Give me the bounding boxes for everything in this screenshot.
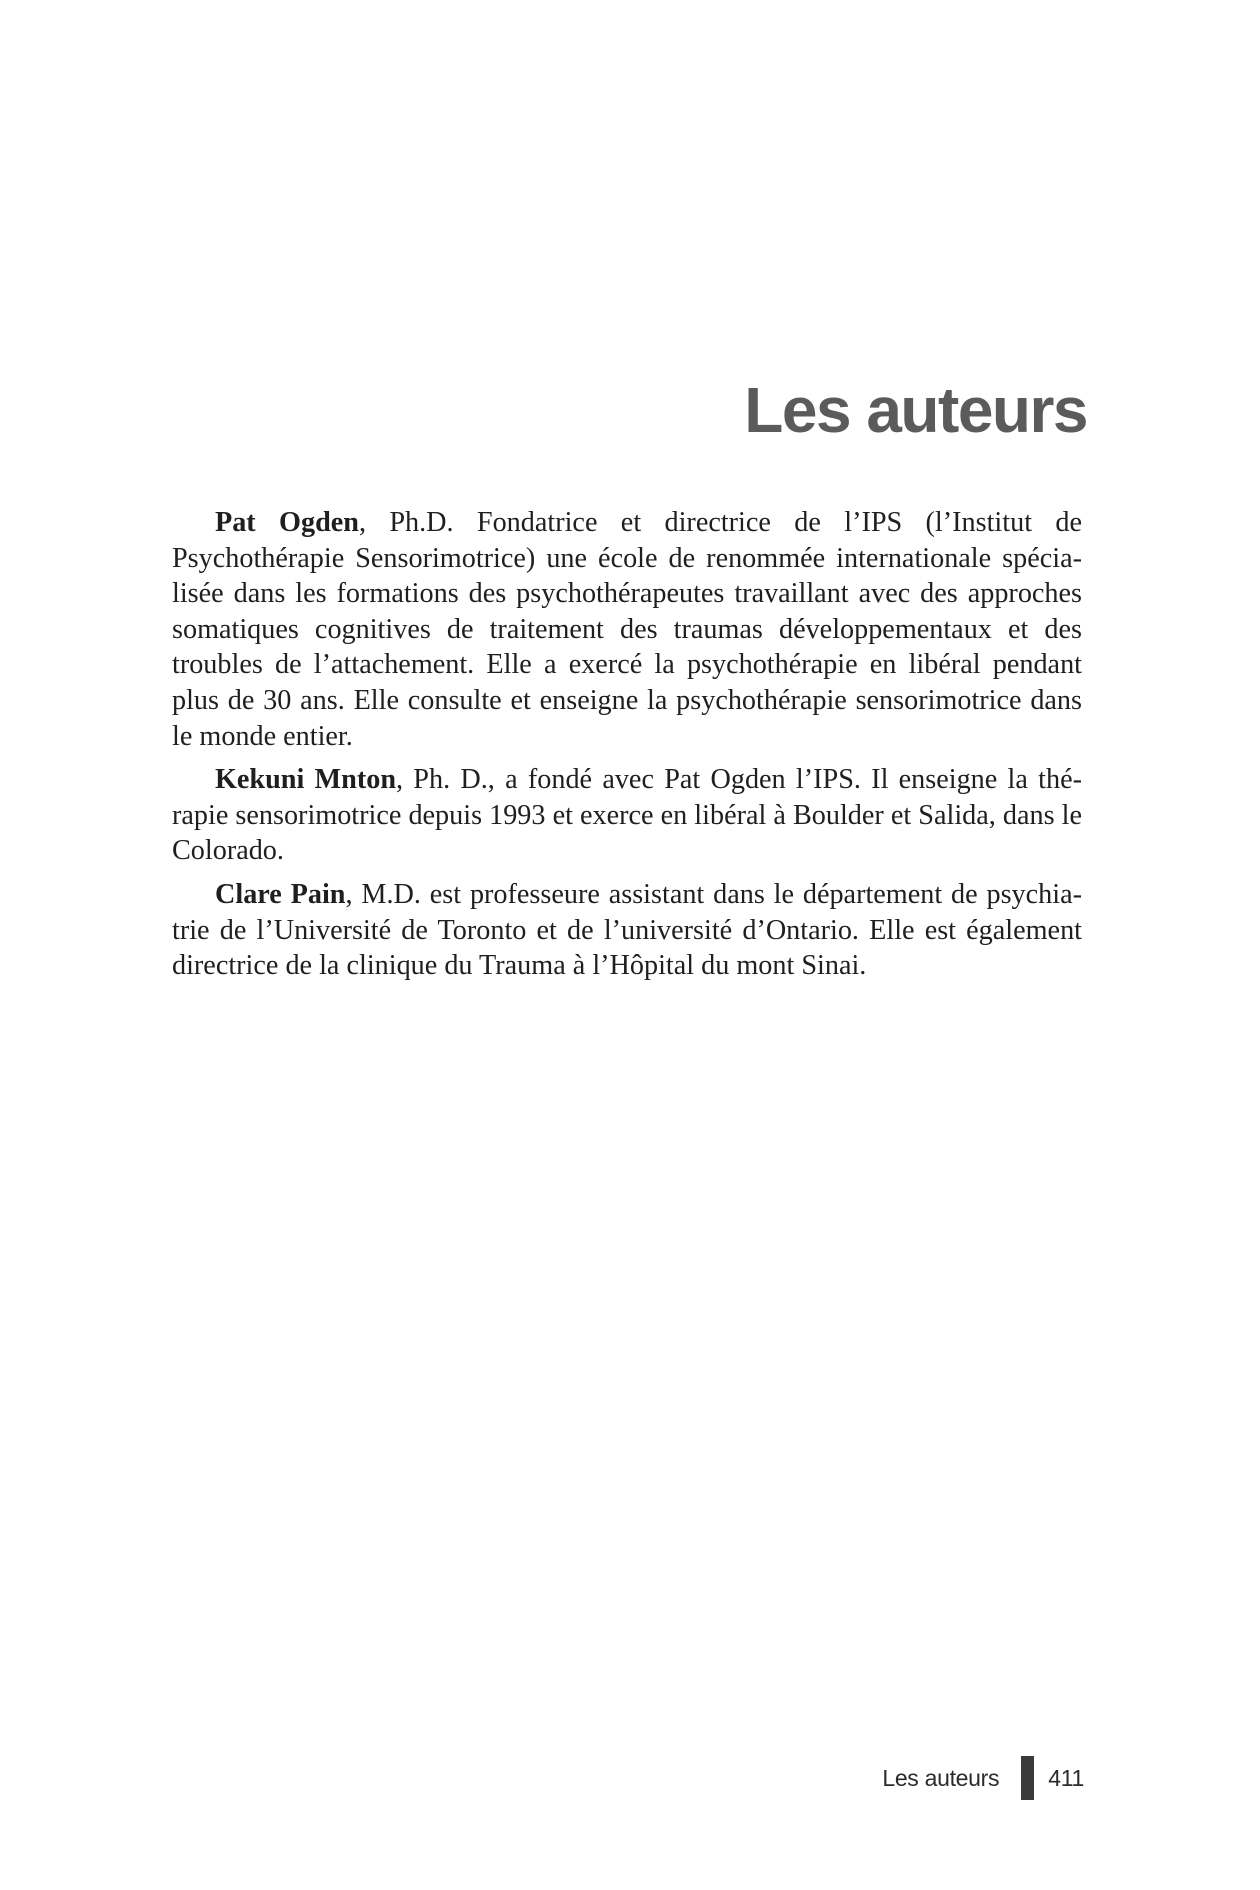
author-name: Clare Pain bbox=[215, 878, 346, 910]
author-bio-text: , Ph.D. Fondatrice et directrice de l’IPS (l’Institut de Psychothérapie Sensorimotrice) une école de renommée internationale spécialisée dans les formations des psychothérapeutes travaillant avec des approches somatiques cognitives de traitement des traumas développementaux et des troubles de l’attachement. Elle a exercé la psychothérapie en libéral pendant plus de 30 ans. Elle consulte et enseigne la psychothérapie sensorimotrice dans le monde entier. bbox=[172, 507, 1082, 752]
page-footer bbox=[882, 1756, 1084, 1800]
author-bio-text: , M.D. est professeure assistant dans le département de psychiatrie de l’Université de Toronto et de l’université d’Ontario. Elle est également directrice de la clinique du Trauma à l’Hôpital du mont Sinai. bbox=[172, 878, 1082, 982]
author-name: Kekuni Mnton bbox=[215, 764, 396, 796]
author-bio-minton bbox=[172, 762, 1082, 869]
author-bio-pain bbox=[172, 877, 1082, 984]
page-number: 411 bbox=[1048, 1764, 1084, 1791]
chapter-title: Les auteurs bbox=[744, 374, 1087, 446]
author-name: Pat Ogden bbox=[215, 507, 359, 538]
author-bio-text: , Ph. D., a fondé avec Pat Ogden l’IPS. Il enseigne la thérapie sensorimotrice depuis 1993 et exerce en libéral à Boulder et Salida, dans le Colorado. bbox=[172, 764, 1082, 867]
author-bio-ogden bbox=[172, 505, 1082, 754]
footer-divider-bar bbox=[1021, 1756, 1034, 1800]
running-head: Les auteurs bbox=[882, 1764, 1000, 1791]
author-bios bbox=[172, 505, 1082, 992]
